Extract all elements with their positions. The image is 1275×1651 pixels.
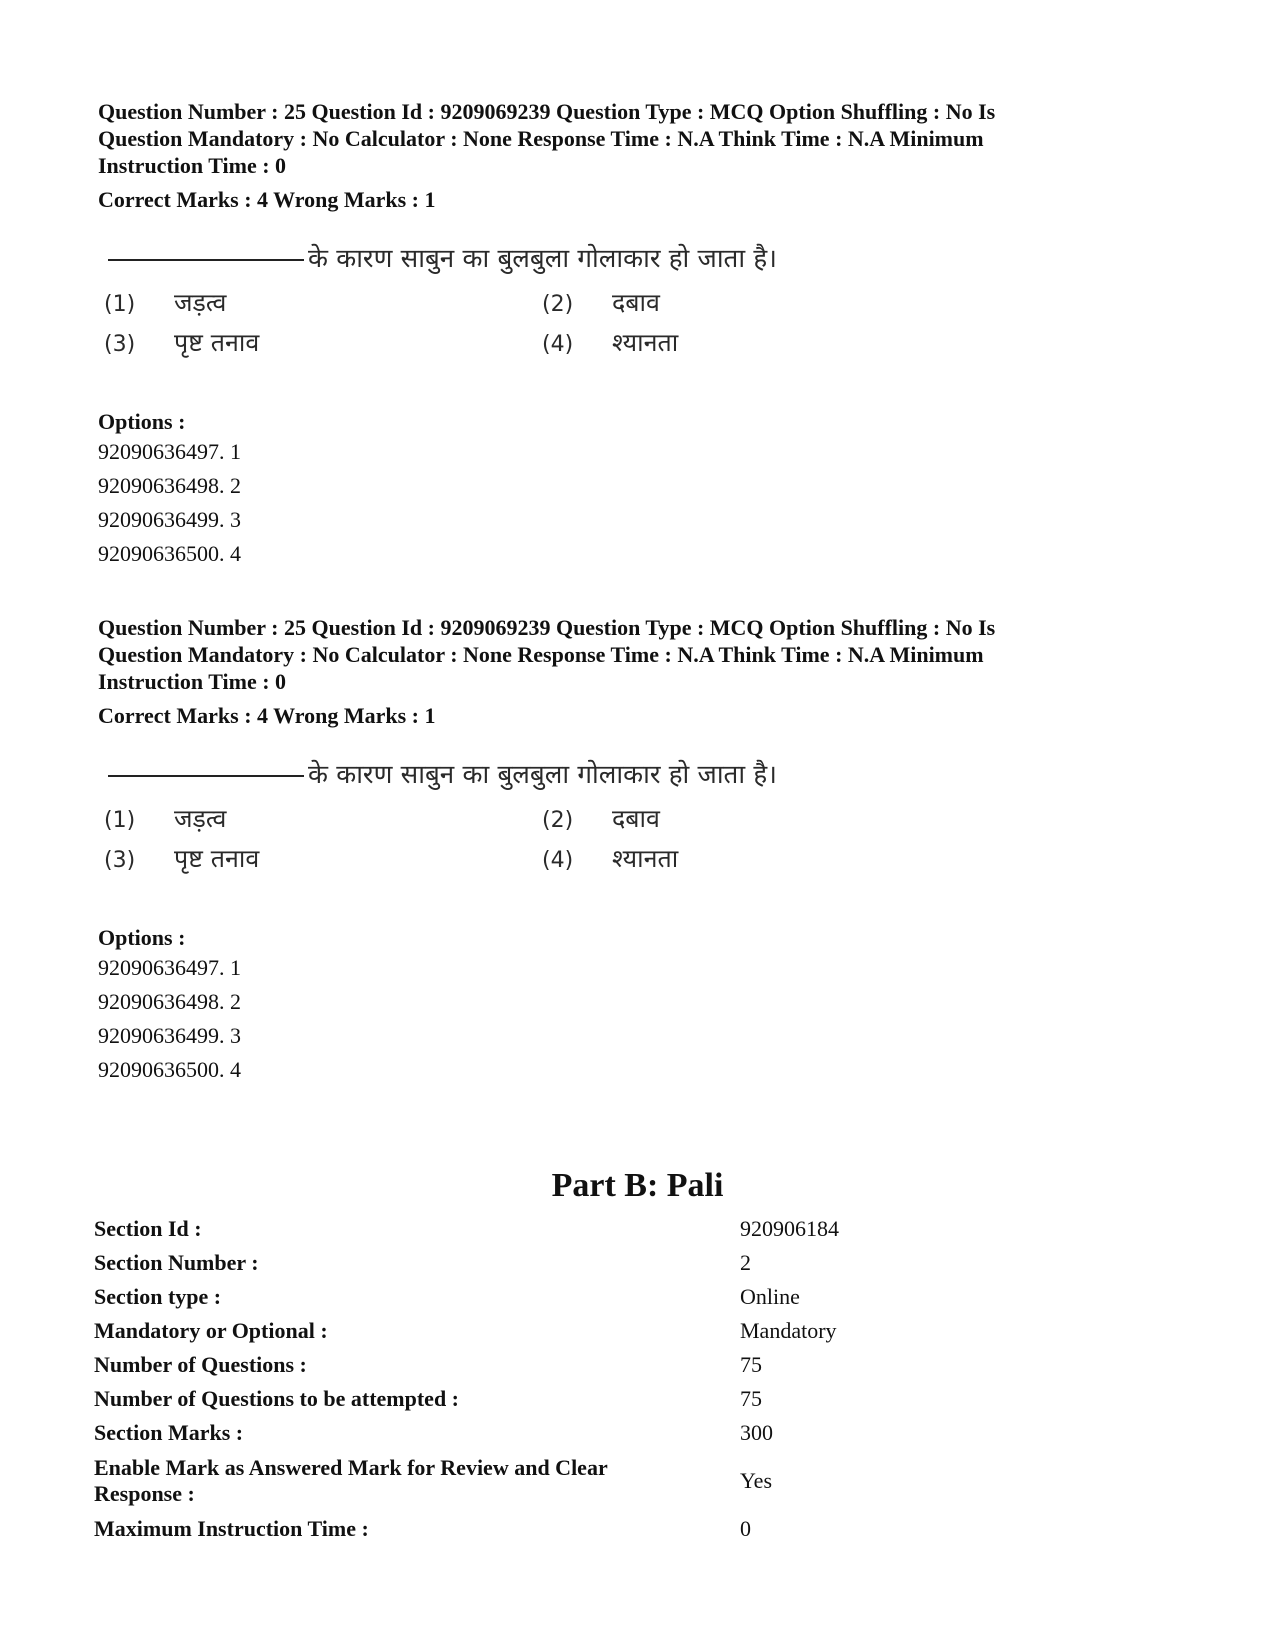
section-key: Mandatory or Optional : xyxy=(94,1318,328,1343)
fill-blank-line xyxy=(108,259,304,261)
question-meta xyxy=(98,614,1188,695)
question-stem xyxy=(108,755,777,791)
option-id: 92090636498. 2 xyxy=(98,473,241,498)
choice-text: दबाव xyxy=(612,288,660,317)
section-key: Number of Questions : xyxy=(94,1352,307,1377)
question-stem xyxy=(108,239,777,275)
choice-number: (2) xyxy=(542,808,574,833)
section-row xyxy=(94,1512,1194,1546)
section-key: Section Number : xyxy=(94,1250,259,1275)
choice-number: (1) xyxy=(104,292,136,317)
question-meta xyxy=(98,98,1188,179)
question-block-1 xyxy=(98,98,1188,571)
section-details-table xyxy=(94,1212,1194,1546)
fill-blank-line xyxy=(108,775,304,777)
meta-line: Question Mandatory : No Calculator : None Response Time : N.A Think Time : N.A Minimum xyxy=(98,642,984,667)
choice-text: श्यानता xyxy=(612,844,679,873)
section-key: Number of Questions to be attempted : xyxy=(94,1386,460,1411)
choice-3 xyxy=(104,325,259,359)
section-row xyxy=(94,1348,1194,1382)
meta-line: Instruction Time : 0 xyxy=(98,669,287,694)
question-marks: Correct Marks : 4 Wrong Marks : 1 xyxy=(98,187,436,212)
choice-number: (3) xyxy=(104,848,136,873)
option-id: 92090636500. 4 xyxy=(98,541,241,566)
choice-4 xyxy=(542,841,678,875)
choice-number: (1) xyxy=(104,808,136,833)
section-row xyxy=(94,1450,1194,1512)
option-id: 92090636497. 1 xyxy=(98,955,241,980)
section-row xyxy=(94,1212,1194,1246)
choice-2 xyxy=(542,801,660,835)
part-title: Part B: Pali xyxy=(551,1167,724,1204)
section-row xyxy=(94,1246,1194,1280)
meta-line: Question Number : 25 Question Id : 9209069239 Question Type : MCQ Option Shuffling : No Is xyxy=(98,615,996,640)
meta-line: Question Number : 25 Question Id : 9209069239 Question Type : MCQ Option Shuffling : No Is xyxy=(98,99,996,124)
option-id: 92090636498. 2 xyxy=(98,989,241,1014)
choice-text: श्यानता xyxy=(612,328,679,357)
section-key: Enable Mark as Answered Mark for Review and Clear Response : xyxy=(94,1455,608,1506)
section-value: 0 xyxy=(740,1516,751,1541)
choice-number: (2) xyxy=(542,292,574,317)
question-stem-text: के कारण साबुन का बुलबुला गोलाकार हो जाता है। xyxy=(308,244,778,274)
section-row xyxy=(94,1382,1194,1416)
section-value: 75 xyxy=(740,1386,762,1411)
choice-text: जड़त्व xyxy=(174,804,227,833)
choice-number: (4) xyxy=(542,848,574,873)
choice-text: दबाव xyxy=(612,804,660,833)
section-row xyxy=(94,1416,1194,1450)
question-image xyxy=(98,743,1188,903)
section-value: 920906184 xyxy=(740,1216,839,1241)
option-id: 92090636500. 4 xyxy=(98,1057,241,1082)
question-block-2 xyxy=(98,614,1188,1087)
option-id: 92090636499. 3 xyxy=(98,1023,241,1048)
section-value: 2 xyxy=(740,1250,751,1275)
section-value: Mandatory xyxy=(740,1318,837,1343)
options-label: Options : xyxy=(98,409,186,434)
section-row xyxy=(94,1314,1194,1348)
choice-number: (4) xyxy=(542,332,574,357)
choice-4 xyxy=(542,325,678,359)
question-image xyxy=(98,227,1188,387)
section-key: Section type : xyxy=(94,1284,222,1309)
section-value: Yes xyxy=(740,1468,773,1493)
choice-1 xyxy=(104,285,226,319)
choice-text: पृष्ट तनाव xyxy=(174,328,260,357)
choice-3 xyxy=(104,841,259,875)
choice-1 xyxy=(104,801,226,835)
choice-2 xyxy=(542,285,660,319)
meta-line: Instruction Time : 0 xyxy=(98,153,287,178)
question-marks: Correct Marks : 4 Wrong Marks : 1 xyxy=(98,703,436,728)
option-id: 92090636497. 1 xyxy=(98,439,241,464)
section-value: 75 xyxy=(740,1352,762,1377)
section-value: Online xyxy=(740,1284,800,1309)
options-label: Options : xyxy=(98,925,186,950)
section-key: Section Id : xyxy=(94,1216,202,1241)
question-stem-text: के कारण साबुन का बुलबुला गोलाकार हो जाता है। xyxy=(308,760,778,790)
option-id: 92090636499. 3 xyxy=(98,507,241,532)
choice-number: (3) xyxy=(104,332,136,357)
section-key: Maximum Instruction Time : xyxy=(94,1516,369,1541)
section-value: 300 xyxy=(740,1420,773,1445)
section-key: Section Marks : xyxy=(94,1420,244,1445)
choice-text: पृष्ट तनाव xyxy=(174,844,260,873)
section-row xyxy=(94,1280,1194,1314)
meta-line: Question Mandatory : No Calculator : None Response Time : N.A Think Time : N.A Minimum xyxy=(98,126,984,151)
choice-text: जड़त्व xyxy=(174,288,227,317)
